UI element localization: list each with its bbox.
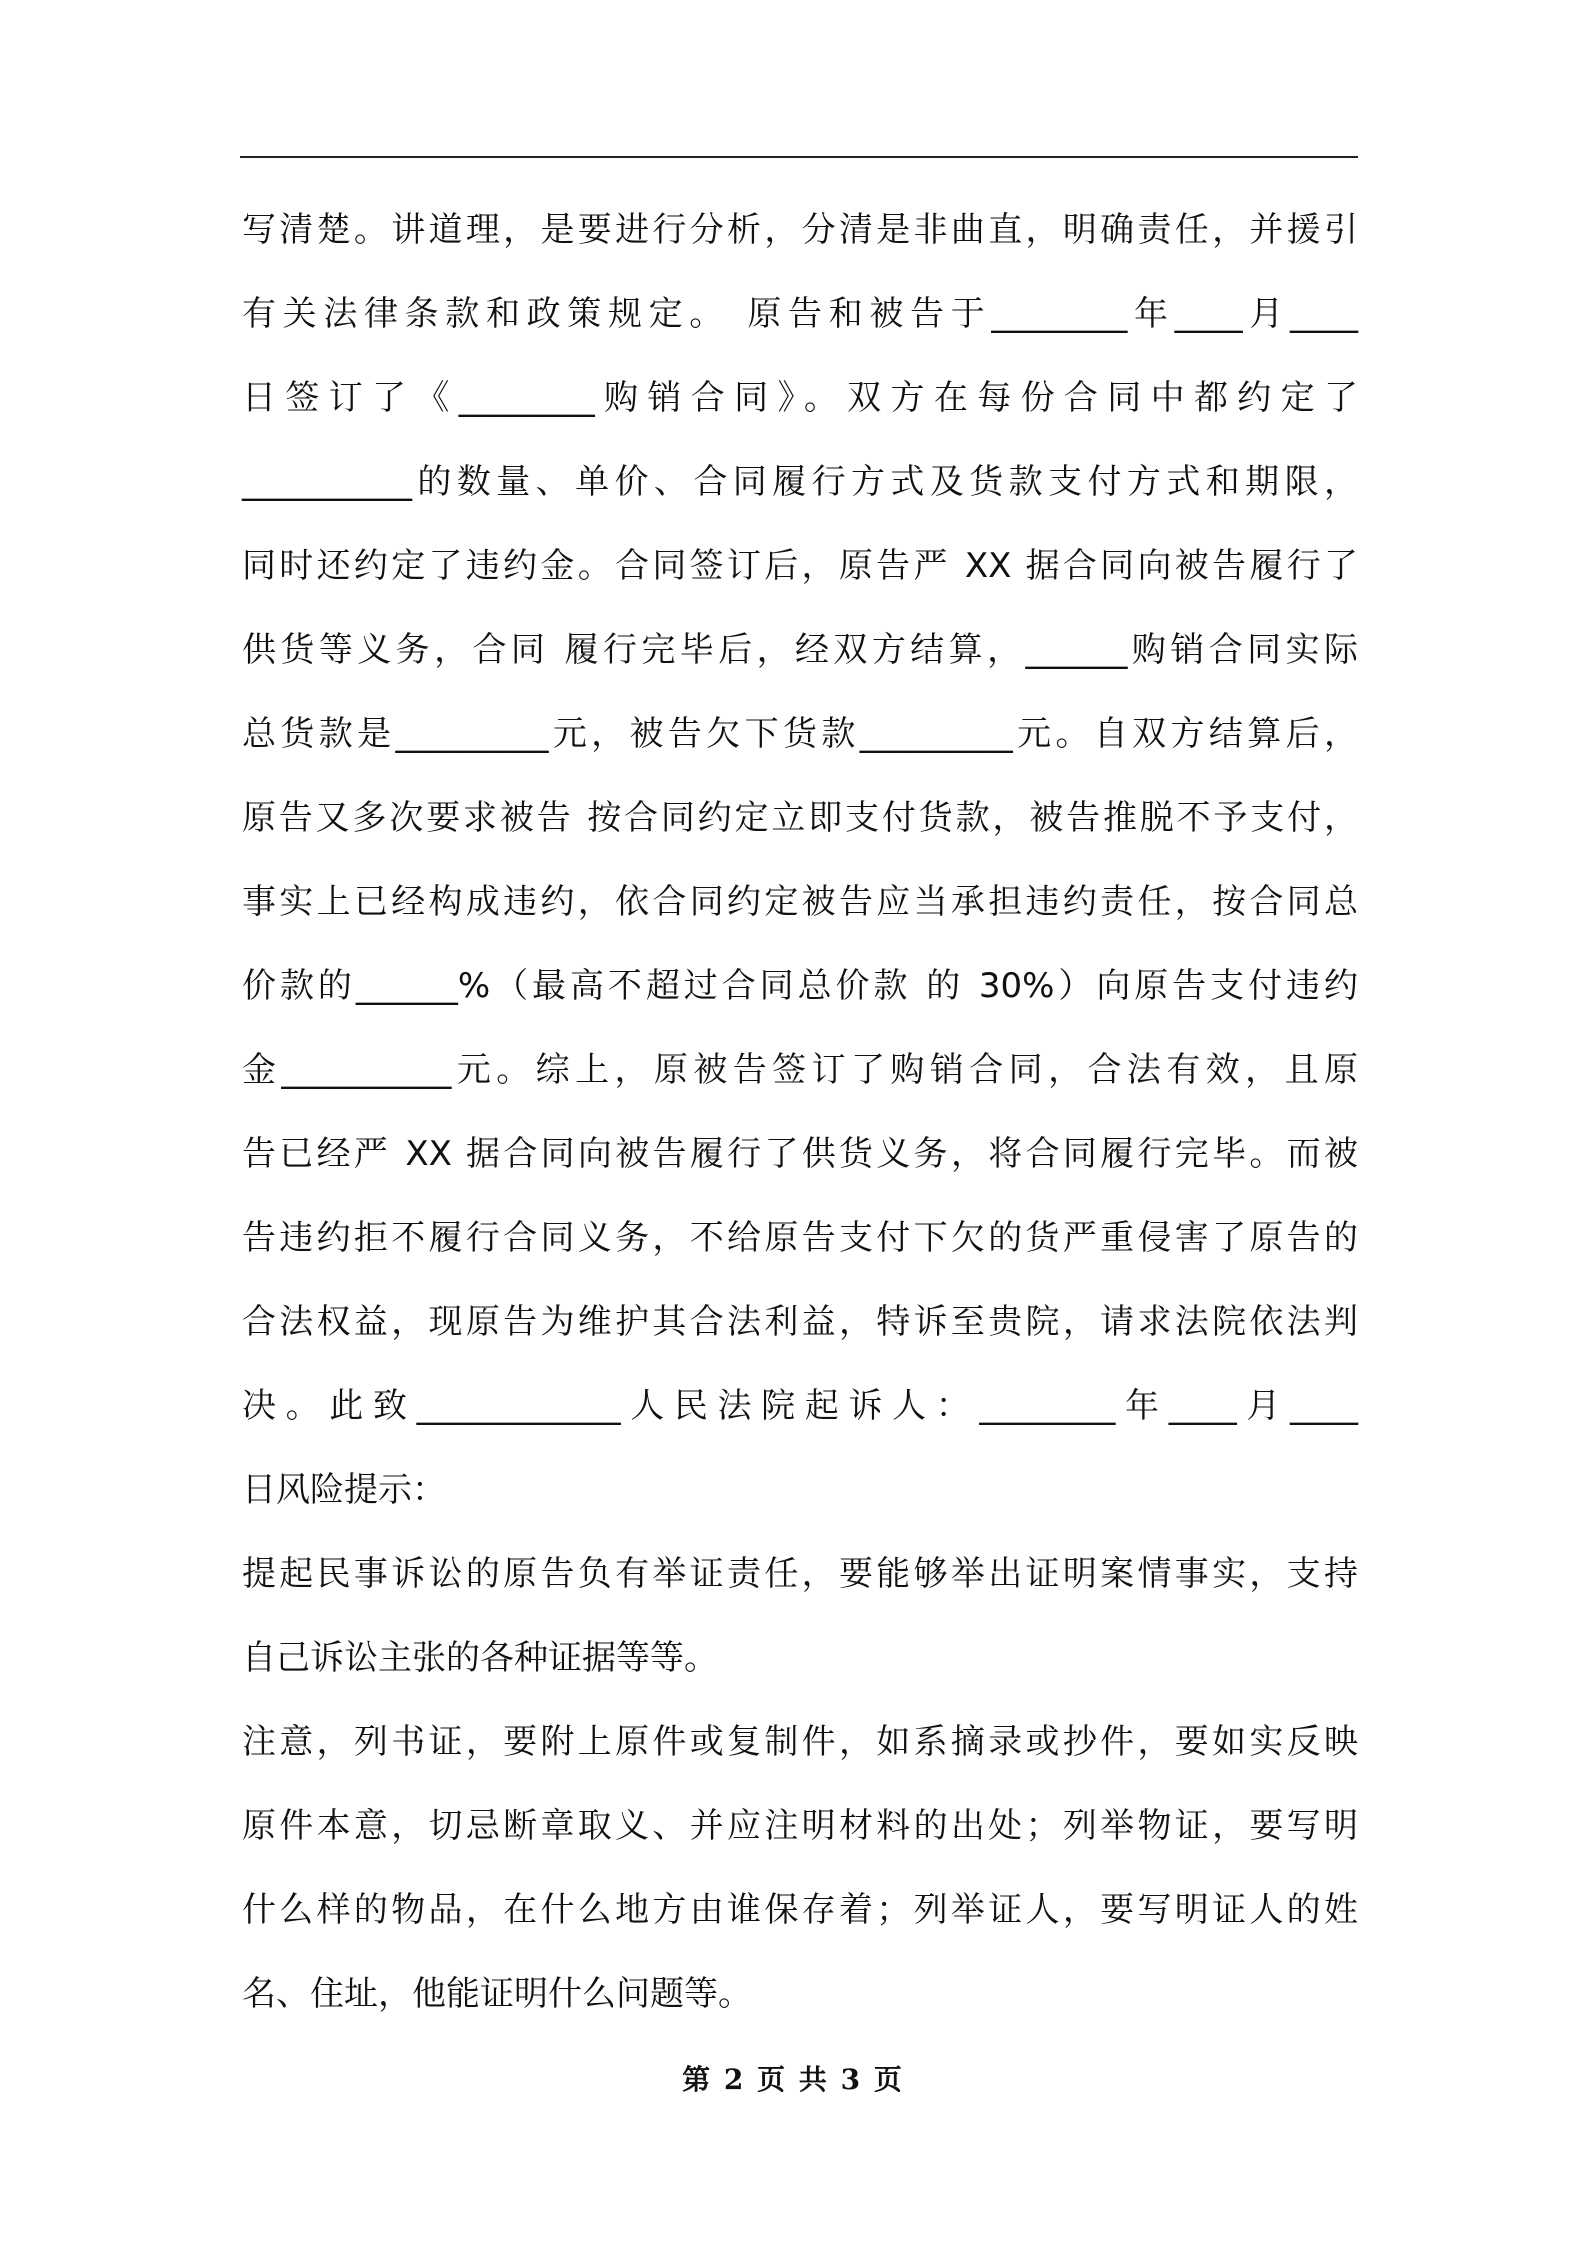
text-line: 写清楚。讲道理，是要进行分析，分清是非曲直，明确责任，并援引 [242, 210, 1358, 250]
text-line: 自己诉讼主张的各种证据等等。 [242, 1638, 718, 1678]
page-number-footer: 第 2 页 共 3 页 [682, 2063, 904, 2096]
text-line: 合法权益，现原告为维护其合法利益，特诉至贵院，请求法院依法判 [242, 1302, 1358, 1342]
text-line: 金__________元。综上，原被告签订了购销合同，合法有效，且原 [242, 1050, 1358, 1090]
header-rule [240, 156, 1358, 158]
text-line: 供货等义务，合同 履行完毕后，经双方结算，______购销合同实际 [242, 630, 1358, 670]
text-line: 价款的______%（最高不超过合同总价款 的 30%）向原告支付违约 [242, 966, 1358, 1006]
document-body [242, 188, 1358, 2036]
text-line: __________的数量、单价、合同履行方式及货款支付方式和期限， [242, 462, 1358, 502]
text-line: 原件本意，切忌断章取义、并应注明材料的出处；列举物证，要写明 [242, 1806, 1358, 1846]
text-line: 总货款是_________元，被告欠下货款_________元。自双方结算后， [242, 714, 1358, 754]
text-line: 日风险提示： [242, 1470, 446, 1510]
text-line: 名、住址，他能证明什么问题等。 [242, 1974, 752, 2014]
text-line: 日签订了《________购销合同》。双方在每份合同中都约定了 [242, 378, 1358, 418]
text-line: 告违约拒不履行合同义务，不给原告支付下欠的货严重侵害了原告的 [242, 1218, 1358, 1258]
text-line: 有关法律条款和政策规定。 原告和被告于________年____月____ [242, 294, 1358, 334]
text-line: 原告又多次要求被告 按合同约定立即支付货款，被告推脱不予支付， [242, 798, 1358, 838]
text-line: 决。此致____________人民法院起诉人：________年____月____ [242, 1386, 1358, 1426]
text-line: 告已经严 XX 据合同向被告履行了供货义务，将合同履行完毕。而被 [242, 1134, 1358, 1174]
text-line: 事实上已经构成违约，依合同约定被告应当承担违约责任，按合同总 [242, 882, 1358, 922]
text-line: 什么样的物品，在什么地方由谁保存着；列举证人，要写明证人的姓 [242, 1890, 1358, 1930]
text-line: 同时还约定了违约金。合同签订后，原告严 XX 据合同向被告履行了 [242, 546, 1358, 586]
text-line: 注意，列书证，要附上原件或复制件，如系摘录或抄件，要如实反映 [242, 1722, 1358, 1762]
text-line: 提起民事诉讼的原告负有举证责任，要能够举出证明案情事实，支持 [242, 1554, 1358, 1594]
